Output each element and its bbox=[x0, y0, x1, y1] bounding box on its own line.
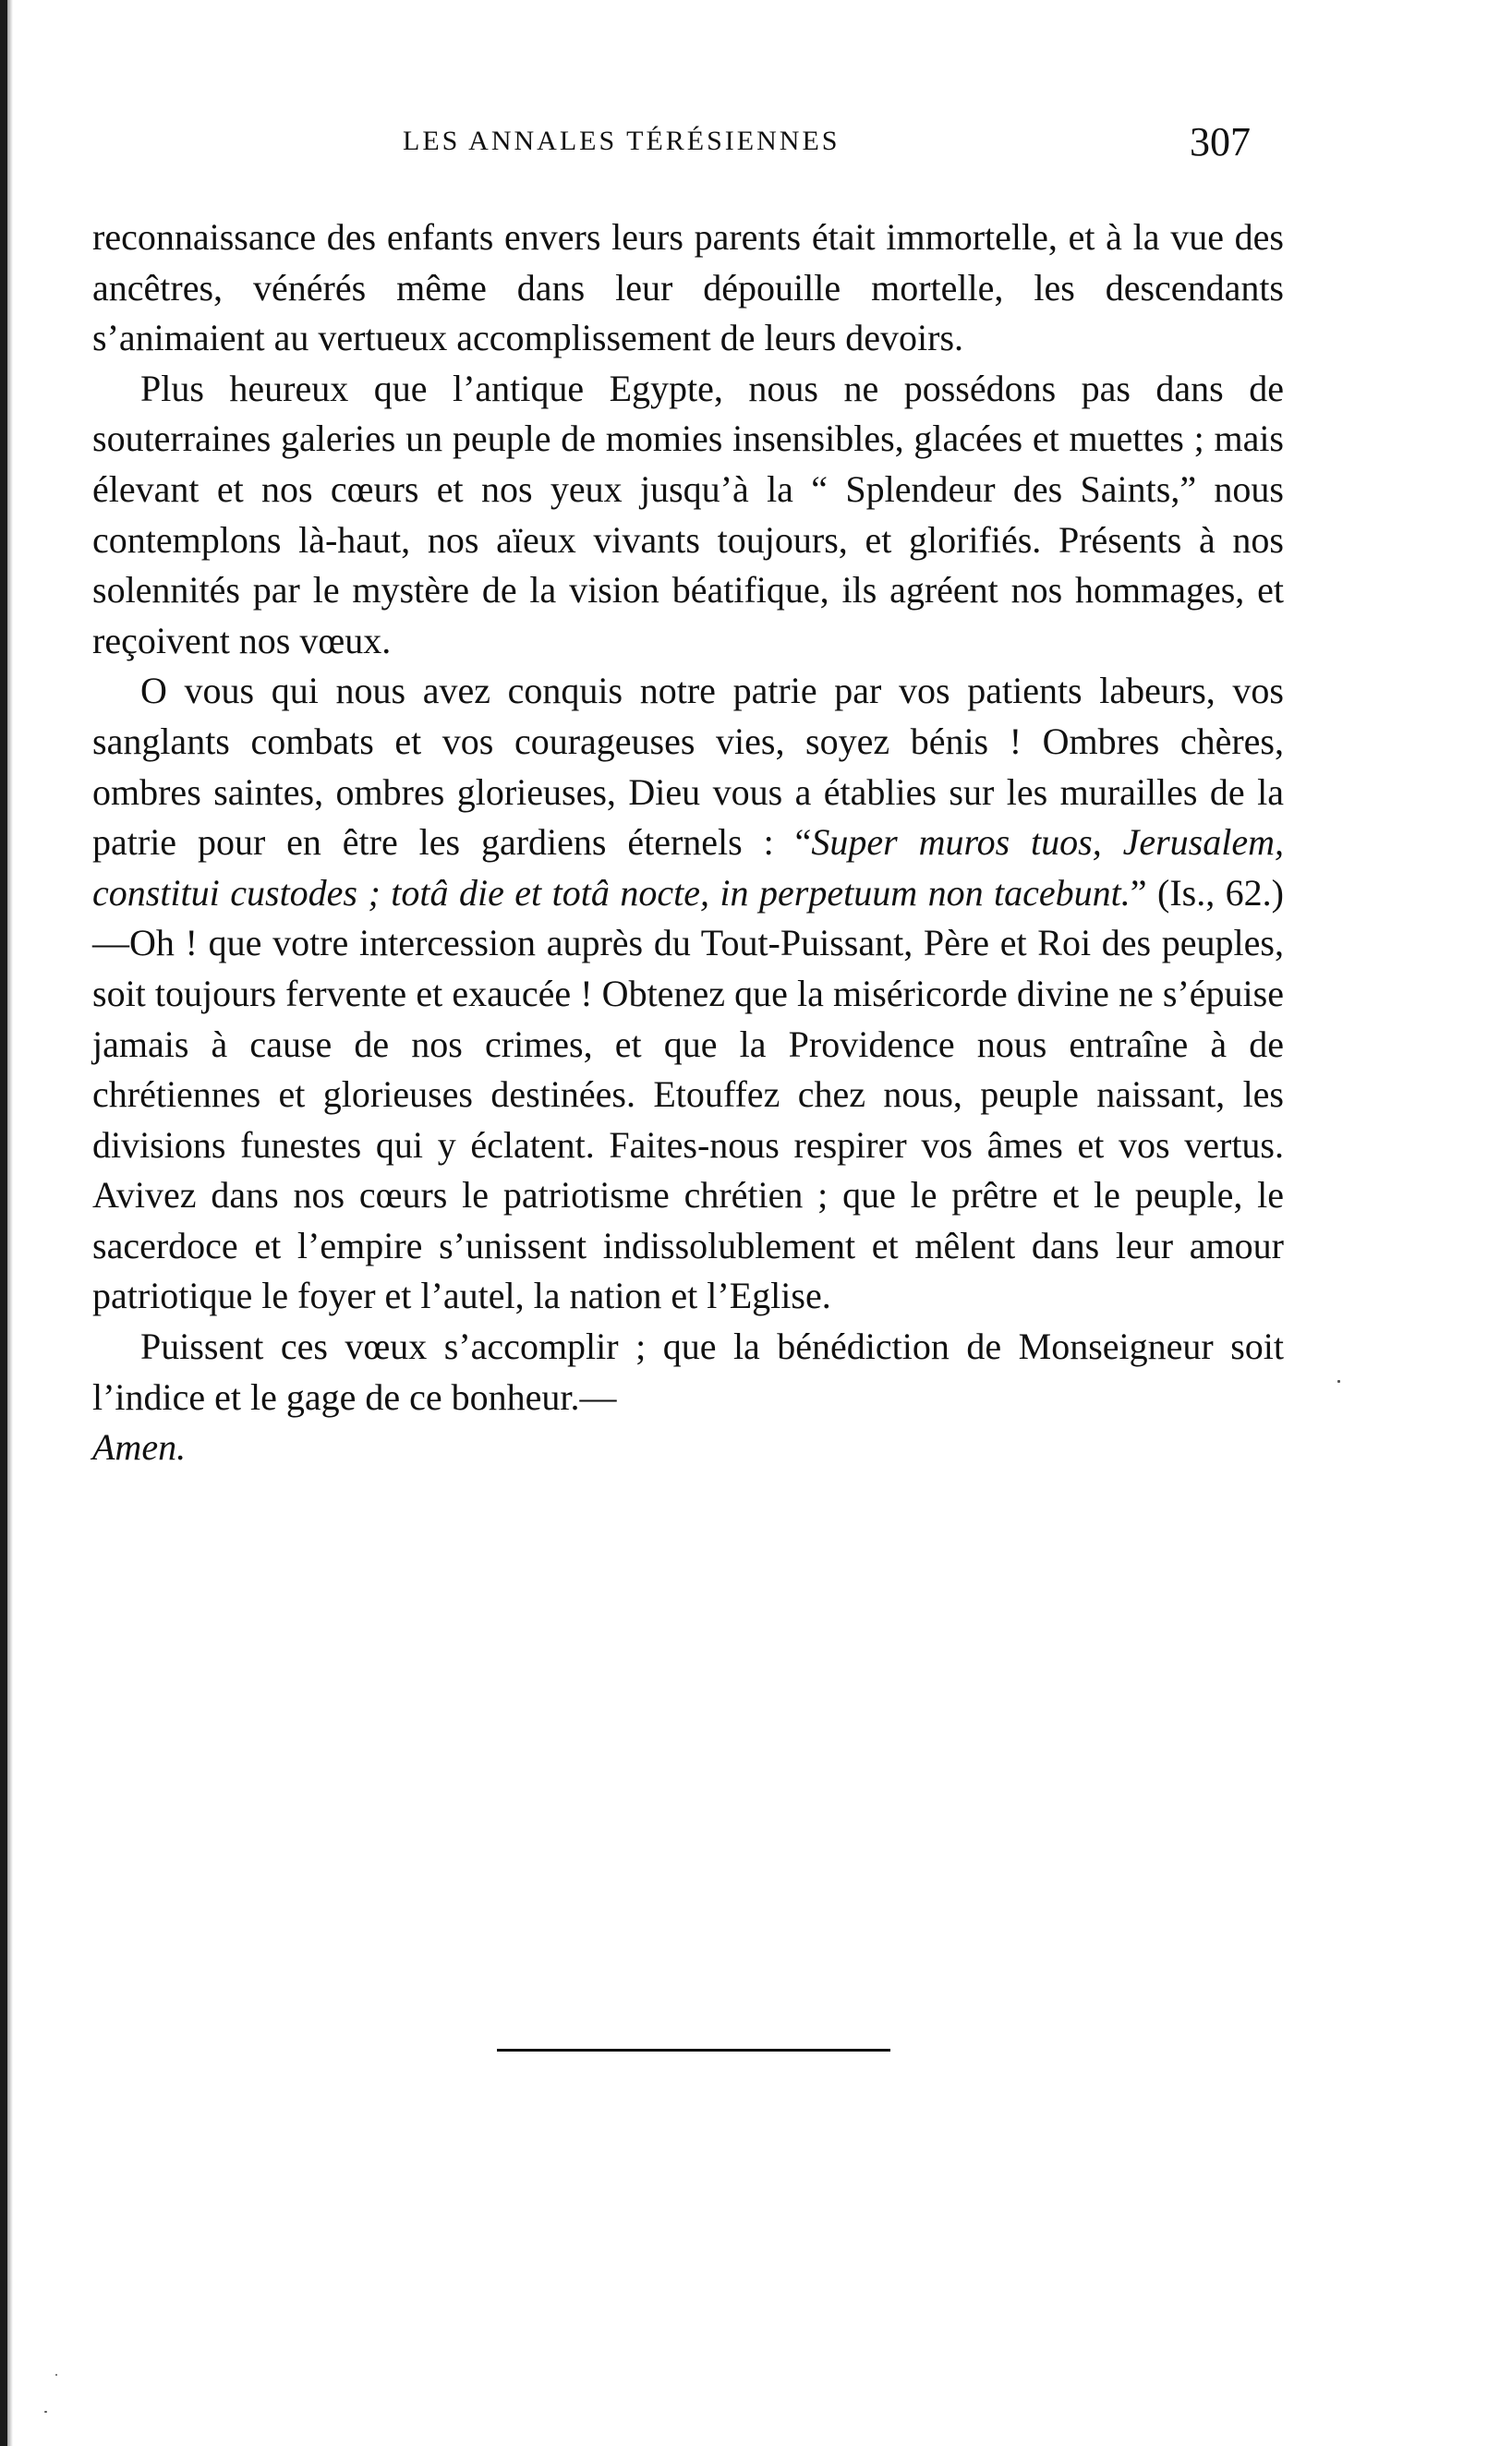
scan-speck bbox=[1337, 1380, 1340, 1383]
paragraph-4 bbox=[92, 1322, 1284, 1473]
page-number: 307 bbox=[1190, 119, 1251, 164]
paragraph-1: reconnaissance des enfants envers leurs parents était immortelle, et à la vue des ancêtres, vénérés même dans leur dépouille mortelle, les descendants s’animaient au vertueux accomplissement de leurs devoirs. bbox=[92, 216, 1284, 359]
paragraph-3-part-b: ” (Is., 62.)—Oh ! que votre intercession auprès du Tout-Puissant, Père et Roi des peuples, soit toujours fervente et exaucée ! Obtenez que la miséricorde divine ne s’épuise jamais à cause de nos crimes, et que la Providence nous entraîne à de chrétiennes et glorieuses destinées. Etouffez chez nous, peuple naissant, les divisions funestes qui y éclatent. Faites-nous respirer vos âmes et vos vertus. Avivez dans nos cœurs le patriotisme chrétien ; que le prêtre et le peuple, le sacerdoce et l’empire s’unissent indissolublement et mêlent dans leur amour patriotique le foyer et l’autel, la nation et l’Eglise. bbox=[92, 871, 1285, 1317]
paragraph-2: Plus heureux que l’antique Egypte, nous ne possédons pas dans de souterraines galeries un peuple de momies insensibles, glacées et muettes ; mais élevant et nos cœurs et nos yeux jusqu’à la “ Splendeur des Saints,” nous contemplons là-haut, nos aïeux vivants toujours, et glorifiés. Présents à nos solennités par le mystère de la vision béatifique, ils agréent nos hommages, et reçoivent nos vœux. bbox=[92, 367, 1284, 661]
page-binding-edge bbox=[0, 0, 7, 2446]
paragraph-3-part-a: O vous qui nous avez conquis notre patrie par vos patients labeurs, vos sanglants combats et vos courageuses vies, soyez bénis ! Ombres chères, ombres saintes, ombres glorieuses, Dieu vous a établies sur les murailles de la patrie pour en être les gardiens éternels : “ bbox=[92, 670, 1284, 864]
page-binding-shadow bbox=[7, 0, 13, 2446]
paragraph-3 bbox=[92, 666, 1284, 1322]
latin-quotation: Super muros tuos, Jerusalem, constitui custodes ; totâ die et totâ nocte, in perpetuum non tacebunt. bbox=[92, 821, 1284, 914]
closing-rule bbox=[497, 2049, 890, 2052]
scan-speck bbox=[44, 2411, 47, 2413]
running-head bbox=[0, 118, 1512, 174]
page-body bbox=[92, 212, 1284, 1473]
scan-speck bbox=[55, 2374, 57, 2376]
amen-word: Amen. bbox=[92, 1426, 187, 1469]
running-title: LES ANNALES TÉRÉSIENNES bbox=[403, 126, 841, 156]
paragraph-4-text: Puissent ces vœux s’accomplir ; que la bénédiction de Monseigneur soit l’indice et le gage de ce bonheur.— bbox=[92, 1326, 1284, 1418]
